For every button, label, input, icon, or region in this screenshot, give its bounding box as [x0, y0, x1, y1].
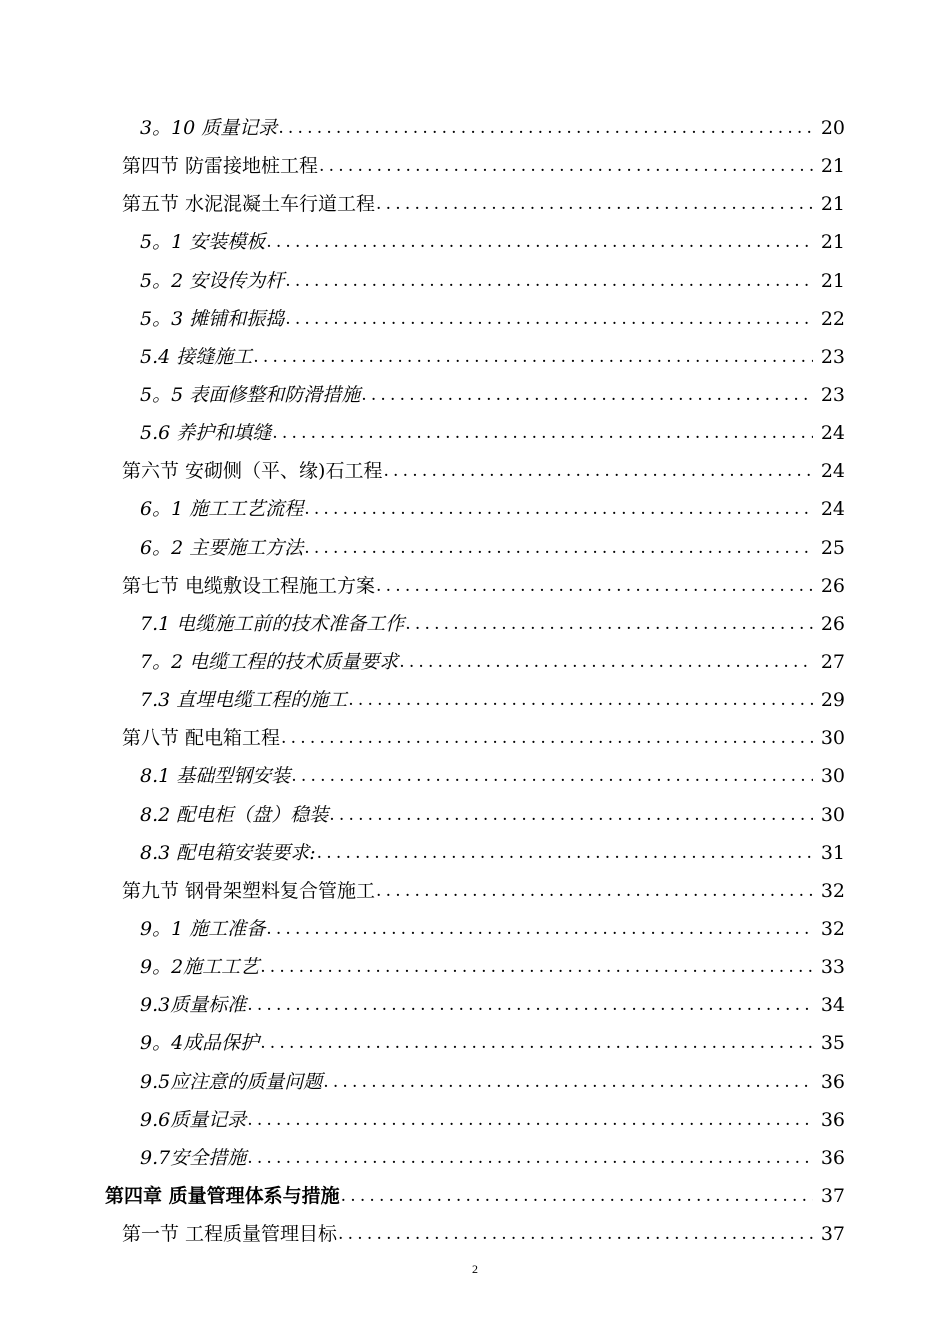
toc-entry-page: 35 — [820, 1032, 845, 1055]
toc-entry-title: 9。4成品保护 — [140, 1032, 260, 1055]
toc-entry[interactable] — [0, 1215, 950, 1253]
toc-dot-leader — [376, 192, 813, 216]
toc-dot-leader — [291, 764, 813, 788]
toc-entry-page: 27 — [820, 651, 845, 674]
toc-entry-page: 37 — [820, 1223, 845, 1246]
toc-dot-leader — [405, 612, 813, 636]
toc-entry-page: 32 — [820, 918, 845, 941]
toc-entry-title: 5。5 表面修整和防滑措施 — [140, 384, 361, 407]
toc-entry-title: 8.3 配电箱安装要求: — [140, 841, 316, 864]
toc-entry[interactable] — [0, 376, 950, 414]
toc-entry[interactable] — [0, 414, 950, 452]
toc-dot-leader — [285, 269, 813, 293]
toc-entry[interactable] — [0, 986, 950, 1024]
toc-entry[interactable] — [0, 948, 950, 986]
toc-entry-title: 7.3 直埋电缆工程的施工 — [140, 689, 348, 712]
toc-entry-title: 3。10 质量记录 — [140, 117, 278, 140]
toc-dot-leader — [319, 154, 813, 178]
toc-entry-title: 第四节 防雷接地桩工程 — [122, 155, 319, 178]
toc-dot-leader — [253, 345, 813, 369]
toc-dot-leader — [341, 1184, 813, 1208]
toc-entry[interactable] — [0, 338, 950, 376]
toc-entry-title: 第六节 安砌侧（平、缘)石工程 — [122, 460, 383, 483]
toc-dot-leader — [281, 726, 813, 750]
toc-dot-leader — [399, 650, 813, 674]
toc-dot-leader — [323, 1070, 813, 1094]
toc-entry-title: 9.3质量标准 — [140, 994, 247, 1017]
toc-entry-page: 31 — [820, 841, 845, 864]
toc-entry-page: 26 — [820, 574, 845, 597]
toc-entry-page: 24 — [820, 460, 845, 483]
toc-dot-leader — [260, 955, 813, 979]
toc-entry[interactable] — [0, 681, 950, 719]
page-number: 2 — [472, 1262, 478, 1276]
toc-entry[interactable] — [0, 452, 950, 490]
toc-entry-title: 8.1 基础型钢安装 — [140, 765, 291, 788]
toc-dot-leader — [278, 116, 813, 140]
toc-entry[interactable] — [0, 796, 950, 834]
toc-entry-title: 第一节 工程质量管理目标 — [122, 1223, 338, 1246]
toc-entry-page: 25 — [820, 536, 845, 559]
toc-entry[interactable] — [0, 567, 950, 605]
toc-dot-leader — [304, 497, 813, 521]
toc-entry-title: 9。1 施工准备 — [140, 918, 266, 941]
toc-entry-title: 8.2 配电柜（盘）稳装 — [140, 803, 329, 826]
toc-entry-page: 37 — [820, 1185, 845, 1207]
toc-entry-title: 5.6 养护和填缝 — [140, 422, 272, 445]
toc-entry-page: 21 — [820, 193, 845, 216]
toc-entry-page: 30 — [820, 765, 845, 788]
toc-entry[interactable] — [0, 1139, 950, 1177]
toc-entry[interactable] — [0, 109, 950, 147]
toc-entry-page: 29 — [820, 689, 845, 712]
toc-dot-leader — [260, 1031, 813, 1055]
toc-entry-title: 9.6质量记录 — [140, 1108, 247, 1131]
toc-dot-leader — [304, 536, 813, 560]
toc-dot-leader — [272, 421, 813, 445]
toc-entry-title: 9。2施工工艺 — [140, 956, 260, 979]
toc-entry-page: 24 — [820, 498, 845, 521]
toc-entry-title: 5。1 安装模板 — [140, 231, 266, 254]
toc-entry[interactable] — [0, 1024, 950, 1062]
toc-entry-title: 第八节 配电箱工程 — [122, 727, 281, 750]
toc-dot-leader — [247, 993, 813, 1017]
toc-dot-leader — [329, 803, 813, 827]
toc-entry[interactable] — [0, 834, 950, 872]
toc-entry[interactable] — [0, 300, 950, 338]
table-of-contents — [0, 109, 950, 1253]
toc-entry[interactable] — [0, 910, 950, 948]
toc-entry[interactable] — [0, 1063, 950, 1101]
toc-entry[interactable] — [0, 1101, 950, 1139]
toc-entry[interactable] — [0, 872, 950, 910]
toc-entry[interactable] — [0, 147, 950, 185]
toc-entry-page: 24 — [820, 422, 845, 445]
toc-dot-leader — [285, 307, 813, 331]
toc-entry-page: 34 — [820, 994, 845, 1017]
toc-entry[interactable] — [0, 223, 950, 261]
toc-entry[interactable] — [0, 757, 950, 795]
toc-entry-page: 21 — [820, 155, 845, 178]
toc-dot-leader — [361, 383, 813, 407]
toc-entry-title: 7.1 电缆施工前的技术准备工作 — [140, 612, 405, 635]
toc-dot-leader — [317, 841, 813, 865]
toc-entry-page: 26 — [820, 612, 845, 635]
toc-dot-leader — [383, 459, 813, 483]
toc-entry[interactable] — [0, 185, 950, 223]
toc-entry[interactable] — [0, 643, 950, 681]
toc-entry-title: 9.7安全措施 — [140, 1146, 247, 1169]
toc-dot-leader — [348, 688, 813, 712]
toc-entry-chapter[interactable] — [0, 1177, 950, 1215]
toc-entry-title: 第七节 电缆敷设工程施工方案 — [122, 574, 376, 597]
toc-entry-title: 6。1 施工工艺流程 — [140, 498, 304, 521]
toc-entry-page: 30 — [820, 727, 845, 750]
toc-entry-title: 第九节 钢骨架塑料复合管施工 — [122, 879, 376, 902]
toc-entry-page: 33 — [820, 956, 845, 979]
toc-entry[interactable] — [0, 490, 950, 528]
toc-entry-title: 5。3 摊铺和振捣 — [140, 307, 285, 330]
toc-dot-leader — [247, 1146, 813, 1170]
toc-entry-title: 7。2 电缆工程的技术质量要求 — [140, 651, 399, 674]
toc-entry-title: 5。2 安设传为杆 — [140, 269, 285, 292]
toc-dot-leader — [247, 1108, 813, 1132]
toc-entry-page: 21 — [820, 269, 845, 292]
toc-dot-leader — [376, 574, 813, 598]
toc-entry-page: 23 — [820, 384, 845, 407]
toc-dot-leader — [266, 917, 813, 941]
toc-entry[interactable] — [0, 605, 950, 643]
toc-dot-leader — [266, 230, 813, 254]
toc-entry-title: 6。2 主要施工方法 — [140, 536, 304, 559]
toc-entry-page: 21 — [820, 231, 845, 254]
toc-entry-page: 36 — [820, 1146, 845, 1169]
toc-entry-page: 20 — [820, 117, 845, 140]
toc-entry-page: 23 — [820, 345, 845, 368]
toc-entry-page: 22 — [820, 307, 845, 330]
toc-entry-title: 第五节 水泥混凝土车行道工程 — [122, 193, 376, 216]
toc-entry-title: 9.5应注意的质量问题 — [140, 1070, 323, 1093]
toc-entry-page: 36 — [820, 1070, 845, 1093]
toc-entry-page: 36 — [820, 1108, 845, 1131]
toc-entry[interactable] — [0, 529, 950, 567]
toc-entry-title: 第四章 质量管理体系与措施 — [105, 1185, 340, 1207]
toc-entry[interactable] — [0, 262, 950, 300]
toc-entry-title: 5.4 接缝施工 — [140, 345, 253, 368]
toc-entry[interactable] — [0, 719, 950, 757]
toc-dot-leader — [376, 879, 813, 903]
toc-dot-leader — [338, 1222, 813, 1246]
toc-entry-page: 30 — [820, 803, 845, 826]
toc-entry-page: 32 — [820, 879, 845, 902]
